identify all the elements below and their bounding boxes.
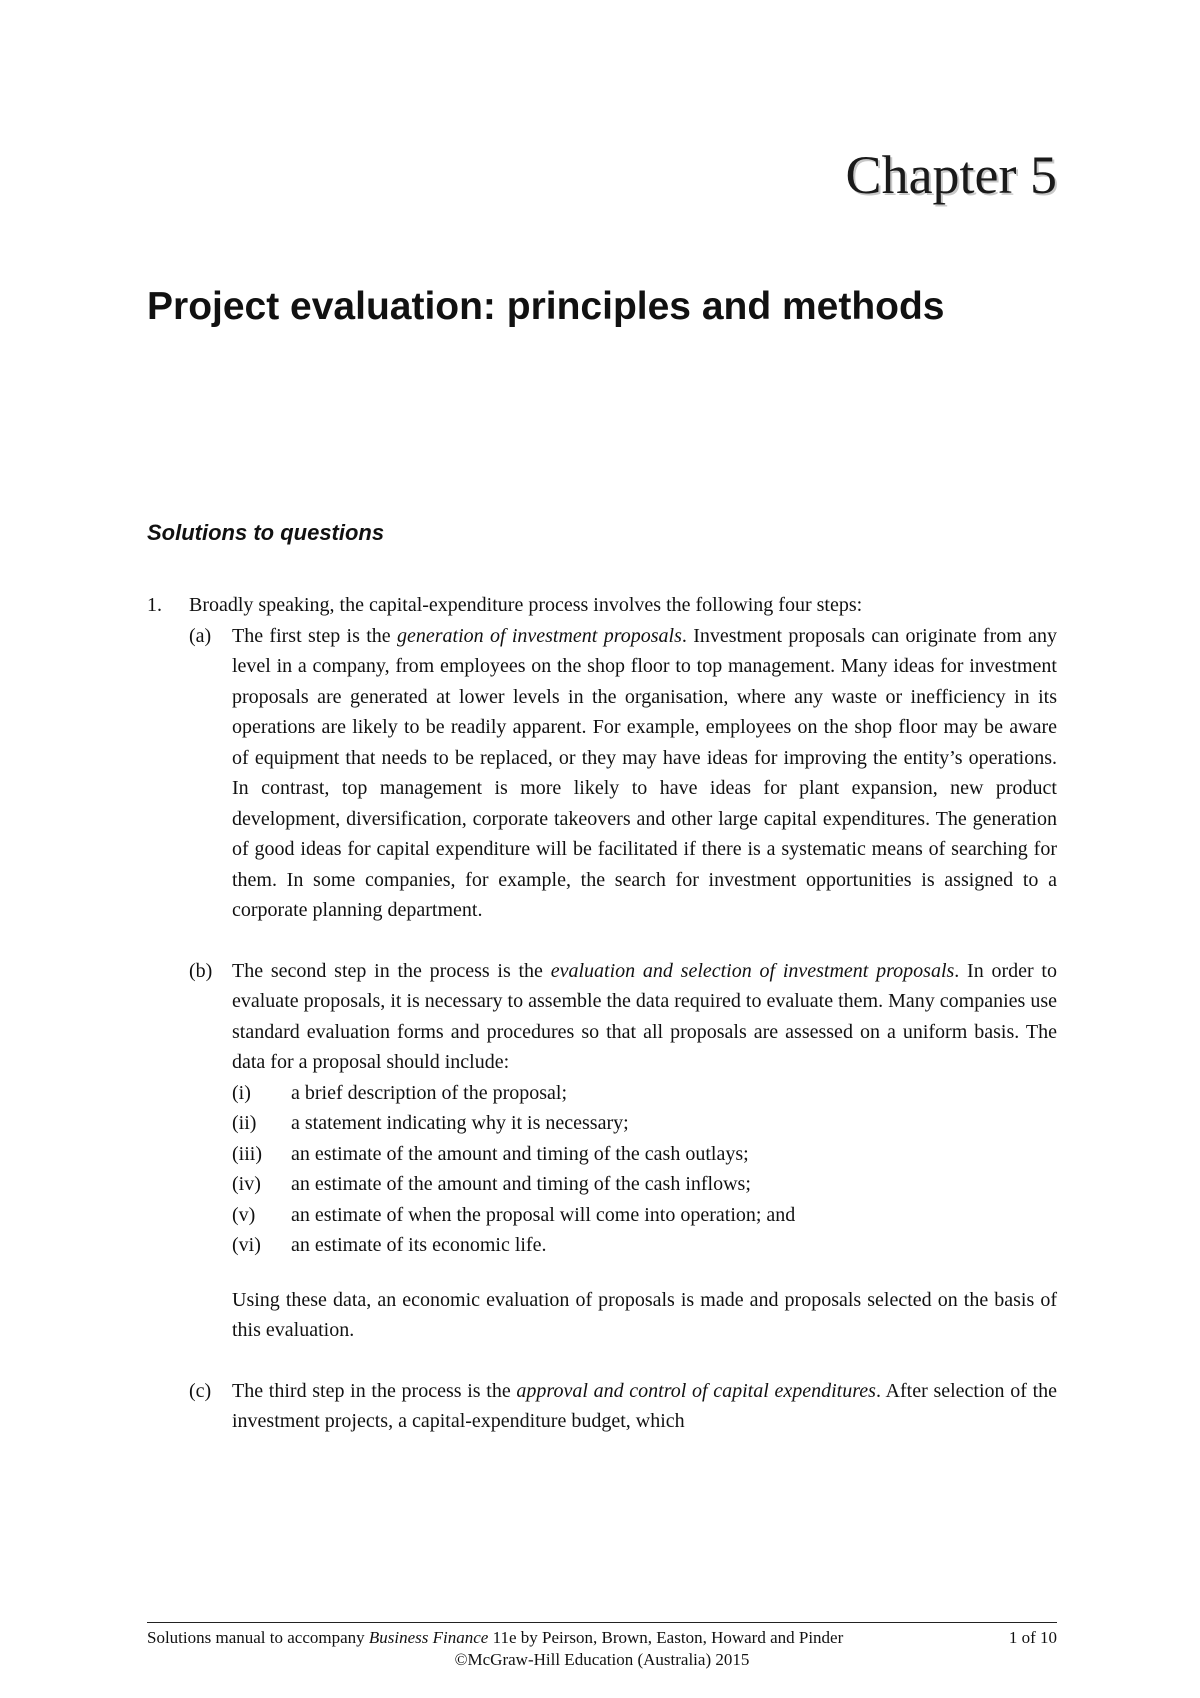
page-footer: [147, 1622, 1057, 1671]
footer-attribution: Solutions manual to accompany Business Finance 11e by Peirson, Brown, Easton, Howard and Pinder: [147, 1628, 844, 1647]
step-b-closing: Using these data, an economic evaluation of proposals is made and proposals selected on the basis of this evaluation.: [232, 1288, 1057, 1341]
page-title: Project evaluation: principles and methods: [147, 285, 945, 328]
question-number: 1.: [147, 594, 162, 616]
question-intro: Broadly speaking, the capital-expenditure process involves the following four steps:: [189, 594, 863, 616]
step-b: [189, 956, 1057, 1346]
footer-book-title: Business Finance: [368, 1628, 489, 1647]
list-item: (iii) an estimate of the amount and timing of the cash outlays;: [232, 1142, 749, 1165]
list-item: (ii) a statement indicating why it is necessary;: [232, 1112, 629, 1134]
step-b-label: (b): [189, 959, 213, 982]
step-b-emphasis: evaluation and selection of investment proposals: [550, 959, 955, 982]
step-a: [189, 621, 1057, 926]
step-c-emphasis: approval and control of capital expenditures: [516, 1379, 876, 1402]
section-heading: Solutions to questions: [147, 520, 385, 545]
footer-copyright: ©McGraw-Hill Education (Australia) 2015: [454, 1650, 750, 1669]
chapter-number: Chapter 5: [845, 145, 1057, 205]
step-a-emphasis: generation of investment proposals: [396, 624, 682, 647]
step-c-text: The third step in the process is the approval and control of capital expenditures. After selection of the investment projects, a capital-expenditure budget, which: [232, 1379, 1058, 1432]
step-a-text: The first step is the generation of investment proposals. Investment proposals can originate from any level in a company, from employees on the shop floor to top management. Many ideas for investment proposals are generated at lower levels in the organisation, where any waste or inefficiency in its operations are likely to be readily apparent. For example, employees on the shop floor may be aware of equipment that needs to be replaced, or they may have ideas for improving the entity’s operations. In contrast, top management is more likely to have ideas for plant expansion, new product development, diversification, corporate takeovers and other large capital expenditures. The generation of good ideas for capital expenditure will be facilitated if there is a systematic means of searching for them. In some companies, for example, the search for investment opportunities is assigned to a corporate planning department.: [232, 624, 1057, 921]
question-1: [147, 590, 1057, 1437]
list-item: (v) an estimate of when the proposal will come into operation; and: [232, 1203, 796, 1226]
list-item: (iv) an estimate of the amount and timing of the cash inflows;: [232, 1173, 751, 1195]
step-b-text: The second step in the process is the evaluation and selection of investment proposals. In order to evaluate proposals, it is necessary to assemble the data required to evaluate them. Many companies use standard evaluation forms and procedures so that all proposals are assessed on a uniform basis. The data for a proposal should include: (i) a brief description of the proposal; (ii) a statement indicating why it is necessary; (iii) an estimate of the amount and timing of the cash outlays; (iv) an estimate of the amount and timing of the cash inflows; (v) an estimate of when the proposal will come into operation; and (vi) an estimate of its economic life. Using these data, an economic evaluation of proposals is made and proposals selected on the basis of this evaluation.: [232, 956, 1057, 1346]
step-c: [189, 1376, 1057, 1437]
step-a-label: (a): [189, 624, 212, 647]
list-item: (i) a brief description of the proposal;: [232, 1081, 568, 1104]
page-number: 1 of 10: [1008, 1628, 1057, 1647]
list-item: (vi) an estimate of its economic life.: [232, 1234, 547, 1256]
step-c-label: (c): [189, 1379, 212, 1402]
